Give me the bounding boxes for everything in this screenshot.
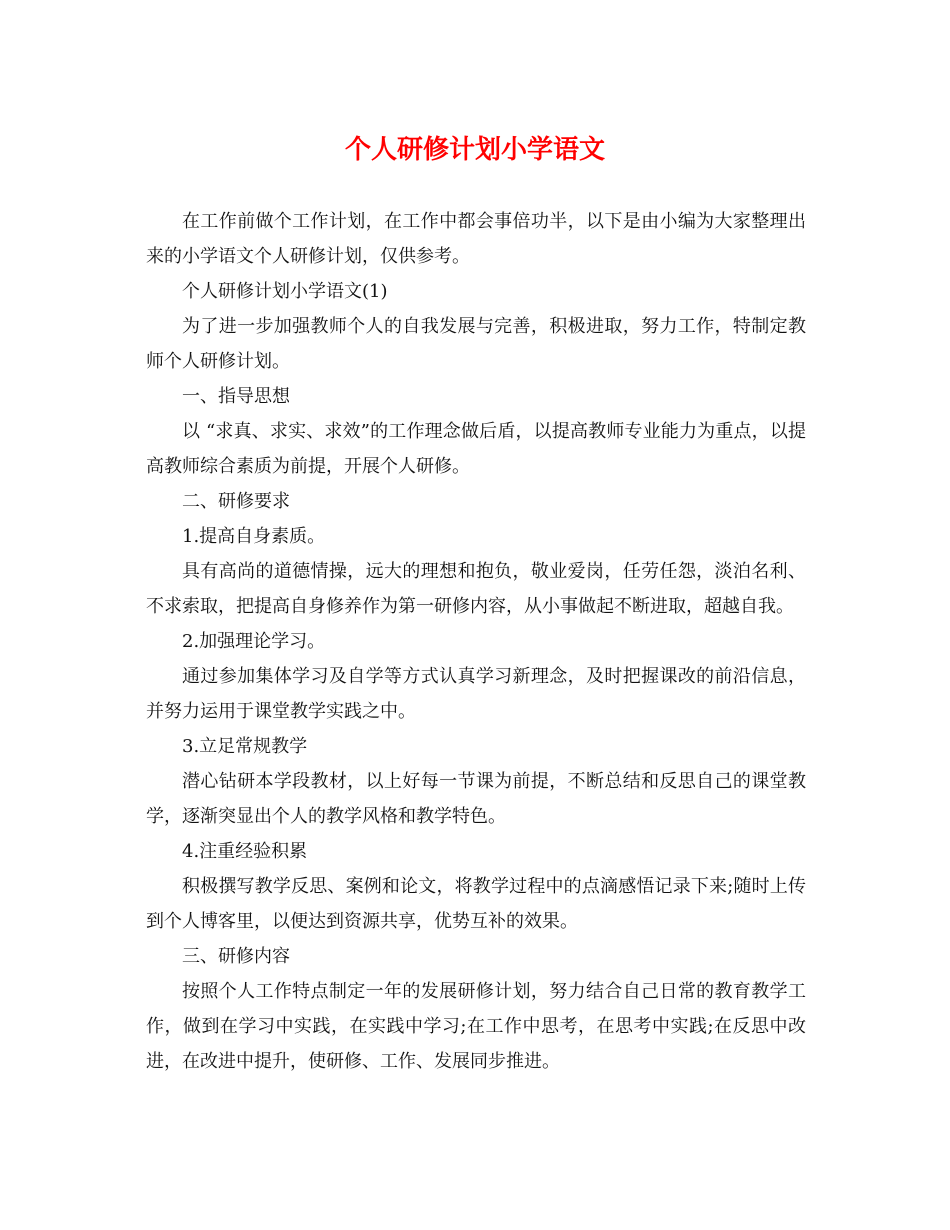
paragraph-intro: 在工作前做个工作计划，在工作中都会事倍功半，以下是由小编为大家整理出来的小学语文个人研修计划，仅供参考。 xyxy=(146,211,806,267)
subheading-self-quality: 1.提高自身素质。 xyxy=(182,526,326,547)
subheading-routine-teaching: 3.立足常规教学 xyxy=(182,736,308,757)
section-heading-requirements: 二、研修要求 xyxy=(182,491,290,512)
document-title: 个人研修计划小学语文 xyxy=(344,135,605,165)
paragraph-self-quality: 具有高尚的道德情操，远大的理想和抱负，敬业爱岗，任劳任怨，淡泊名利、不求索取，把提高自身修养作为第一研修内容，从小事做起不断进取，超越自我。 xyxy=(146,561,806,617)
paragraph-guiding-ideas: 以 “求真、求实、求效”的工作理念做后盾，以提高教师专业能力为重点，以提高教师综合素质为前提，开展个人研修。 xyxy=(146,421,806,477)
subheading-experience: 4.注重经验积累 xyxy=(182,841,308,862)
paragraph-theory-study: 通过参加集体学习及自学等方式认真学习新理念，及时把握课改的前沿信息，并努力运用于课堂教学实践之中。 xyxy=(146,666,806,722)
section-heading-content: 三、研修内容 xyxy=(182,946,290,967)
section-heading-plan-1: 个人研修计划小学语文(1) xyxy=(182,281,388,302)
section-heading-guiding-ideas: 一、指导思想 xyxy=(182,386,290,407)
subheading-theory-study: 2.加强理论学习。 xyxy=(182,631,326,652)
paragraph-purpose: 为了进一步加强教师个人的自我发展与完善，积极进取，努力工作，特制定教师个人研修计划。 xyxy=(146,316,806,372)
paragraph-routine-teaching: 潜心钻研本学段教材，以上好每一节课为前提，不断总结和反思自己的课堂教学，逐渐突显出个人的教学风格和教学特色。 xyxy=(146,771,806,827)
paragraph-experience: 积极撰写教学反思、案例和论文，将教学过程中的点滴感悟记录下来;随时上传到个人博客里，以便达到资源共享，优势互补的效果。 xyxy=(146,876,806,932)
document-body xyxy=(146,204,806,1079)
paragraph-content: 按照个人工作特点制定一年的发展研修计划，努力结合自己日常的教育教学工作，做到在学习中实践，在实践中学习;在工作中思考，在思考中实践;在反思中改进，在改进中提升，使研修、工作、发展同步推进。 xyxy=(146,981,806,1072)
